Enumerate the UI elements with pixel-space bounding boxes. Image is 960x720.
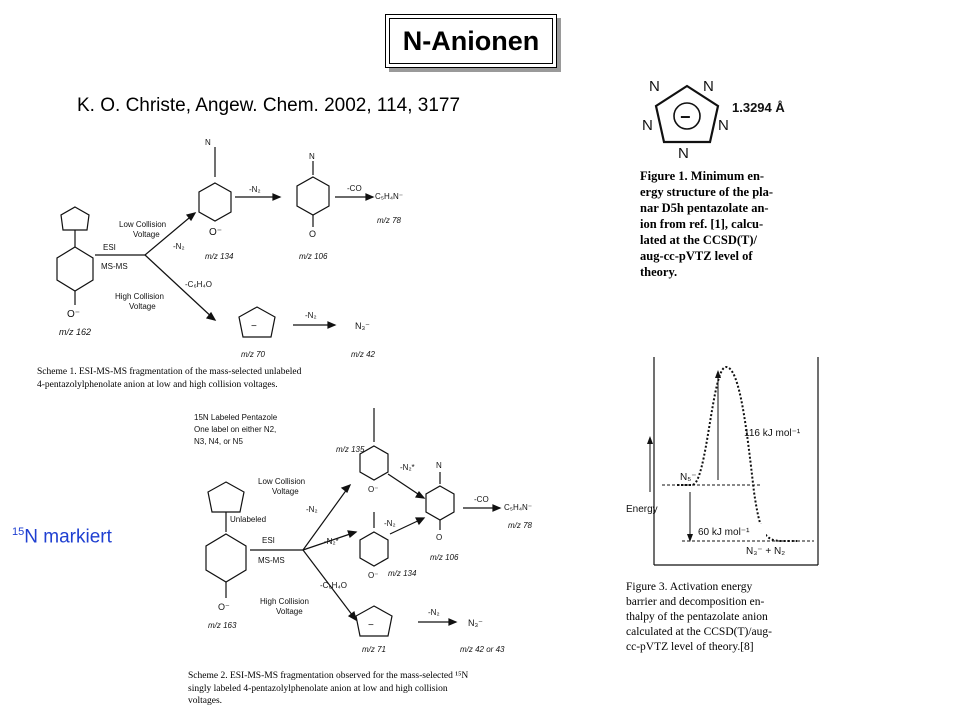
scheme2-label-1: 15N Labeled Pentazole xyxy=(194,413,278,422)
scheme1-oxide-2: O⁻ xyxy=(209,227,223,238)
scheme2-oxide-3: O⁻ xyxy=(368,571,379,580)
scheme2-caption-line1: Scheme 2. ESI-MS-MS fragmentation observed for the mass-selected ¹⁵N xyxy=(188,671,469,681)
figure3-barrier-arrowhead xyxy=(715,370,721,378)
scheme1-oxide: O⁻ xyxy=(67,309,81,320)
figure3-product-label: N₃⁻ + N₂ xyxy=(746,546,786,557)
scheme2-low-1: Low Collision xyxy=(258,477,306,486)
scheme2-oxide: O⁻ xyxy=(218,602,230,612)
figure3-caption-line: Figure 3. Activation energy xyxy=(626,581,753,593)
scheme2-imine-n: N xyxy=(436,461,442,470)
figure1-n-2: N xyxy=(703,78,714,95)
scheme1-caption xyxy=(37,366,437,392)
scheme2-phenyl-ring-3 xyxy=(360,532,388,566)
scheme1-mz70: m/z 70 xyxy=(241,350,266,359)
scheme1-loss-co: -CO xyxy=(347,184,362,193)
scheme2-carbonyl-o: O xyxy=(436,533,443,542)
scheme2-esi: ESI xyxy=(262,536,275,545)
figure3-energy-arrowhead xyxy=(647,436,653,444)
figure3-caption xyxy=(626,580,826,655)
scheme1-arrowhead-3 xyxy=(273,194,280,200)
scheme2-loss-n2-e: -N₂ xyxy=(428,608,440,617)
figure3-energy-curve xyxy=(677,367,797,541)
scheme2-loss-phenol: -C₆H₄O xyxy=(320,581,347,590)
scheme1-loss-n2-c: -N₂ xyxy=(305,311,317,320)
figure3-caption-line: calculated at the CCSD(T)/aug- xyxy=(626,626,772,638)
scheme2-phenyl-ring xyxy=(206,534,246,582)
figure1-caption-line: lated at the CCSD(T)/ xyxy=(640,233,758,247)
figure1-bond-length: 1.3294 Å xyxy=(732,100,785,115)
figure3-reactant-label: N₅⁻ xyxy=(680,472,697,483)
scheme1-pentazolate xyxy=(239,307,275,337)
scheme2-label-2: One label on either N2, xyxy=(194,425,277,434)
scheme1-pentazolate-charge: − xyxy=(251,321,257,332)
scheme2-caption-line3: voltages. xyxy=(188,696,223,706)
scheme2-arrowhead-down xyxy=(349,612,356,620)
figure1-charge: − xyxy=(680,107,691,127)
scheme1-esi: ESI xyxy=(103,243,116,252)
figure1-caption-line: theory. xyxy=(640,265,678,279)
figure3-barrier-label: 116 kJ mol⁻¹ xyxy=(744,428,801,439)
scheme1-mz78: m/z 78 xyxy=(377,216,402,225)
isotope-superscript: 15 xyxy=(12,526,25,538)
scheme2-mz78: m/z 78 xyxy=(508,521,533,530)
scheme2-msms: MS-MS xyxy=(258,556,285,565)
scheme2-arrowhead-up xyxy=(342,485,350,492)
scheme2-high-1: High Collision xyxy=(260,597,309,606)
figure1-n-1: N xyxy=(649,78,660,95)
n15-marked-text: N markiert xyxy=(24,526,112,548)
scheme2-high-2: Voltage xyxy=(276,607,303,616)
scheme1-n3: N₃⁻ xyxy=(355,321,370,331)
figure1-caption-line: ergy structure of the pla- xyxy=(640,185,774,199)
title-box xyxy=(385,14,557,68)
figure3-enthalpy-label: 60 kJ mol⁻¹ xyxy=(698,527,750,538)
scheme2-arrowhead-co xyxy=(493,505,500,511)
scheme1-mz42: m/z 42 xyxy=(351,350,376,359)
scheme2-loss-n2-d: -N₂ xyxy=(384,519,396,528)
scheme1-phenyl-ring-2 xyxy=(199,183,231,221)
scheme2-loss-n2-star: -N₂* xyxy=(324,537,339,546)
figure3-caption-line: cc-pVTZ level of theory.[8] xyxy=(626,641,754,653)
scheme1-pentazole-ring xyxy=(61,207,89,230)
scheme1-product: C₅H₄N⁻ xyxy=(375,192,404,201)
figure3-caption-line: thalpy of the pentazolate anion xyxy=(626,611,768,623)
figure3-energy-diagram xyxy=(622,352,822,577)
scheme2-pentazole-ring xyxy=(208,482,244,512)
figure1-n-4: N xyxy=(718,117,729,134)
figure1-caption xyxy=(640,168,830,280)
scheme1-caption-line2: 4-pentazolylphenolate anion at low and high collision voltages. xyxy=(37,380,278,390)
scheme1-loss-phenol: -C₆H₄O xyxy=(185,280,212,289)
scheme1-caption-line1: Scheme 1. ESI-MS-MS fragmentation of the mass-selected unlabeled xyxy=(37,367,302,377)
scheme2-pentazolate-charge: − xyxy=(368,620,374,631)
scheme1-mz162: m/z 162 xyxy=(59,327,92,337)
scheme1-low-1: Low Collision xyxy=(119,220,167,229)
scheme2-caption xyxy=(188,670,568,708)
scheme2-mz163: m/z 163 xyxy=(208,621,237,630)
scheme2-arrowhead-n2-e xyxy=(449,619,456,625)
scheme1-carbonyl-o: O xyxy=(309,229,317,239)
scheme2-label-3: N3, N4, or N5 xyxy=(194,437,243,446)
scheme1-phenyl-ring xyxy=(57,247,93,291)
scheme2-oxide-2: O⁻ xyxy=(368,485,379,494)
figure3-y-label: Energy xyxy=(626,504,658,515)
scheme2-product: C₅H₄N⁻ xyxy=(504,503,533,512)
scheme2-mz106: m/z 106 xyxy=(430,553,459,562)
scheme1-diagram xyxy=(35,135,435,400)
scheme1-high-1: High Collision xyxy=(115,292,164,301)
scheme2-n3: N₃⁻ xyxy=(468,618,483,628)
scheme1-loss-n2-b: -N₂ xyxy=(249,185,261,194)
scheme1-azide-n: N xyxy=(205,138,211,147)
scheme2-arrowhead-mid xyxy=(348,531,356,537)
figure3-caption-line: barrier and decomposition en- xyxy=(626,596,765,608)
scheme1-low-2: Voltage xyxy=(133,230,160,239)
scheme1-arrowhead-5 xyxy=(328,322,335,328)
scheme2-mz134: m/z 134 xyxy=(388,569,417,578)
figure1-caption-line: aug-cc-pVTZ level of xyxy=(640,249,753,263)
scheme1-mz106: m/z 106 xyxy=(299,252,328,261)
scheme1-msms: MS-MS xyxy=(101,262,128,271)
citation: K. O. Christe, Angew. Chem. 2002, 114, 3177 xyxy=(77,95,461,116)
scheme2-quinone-ring xyxy=(426,486,454,520)
scheme2-low-2: Voltage xyxy=(272,487,299,496)
scheme2-diagram xyxy=(178,400,563,668)
n15-marked-label xyxy=(12,526,112,548)
scheme1-quinone-ring xyxy=(297,177,329,215)
page-title: N-Anionen xyxy=(389,18,553,64)
scheme2-pentazolate xyxy=(356,606,392,636)
scheme2-mz71: m/z 71 xyxy=(362,645,387,654)
scheme2-loss-co: -CO xyxy=(474,495,489,504)
scheme1-mz134: m/z 134 xyxy=(205,252,234,261)
figure1-n-5: N xyxy=(678,145,689,162)
figure1-n-3: N xyxy=(642,117,653,134)
scheme2-caption-line2: singly labeled 4-pentazolylphenolate anion at low and high collision xyxy=(188,683,448,694)
scheme1-loss-n2-a: -N₂ xyxy=(173,242,185,251)
scheme2-loss-n2-star2: -N₂* xyxy=(400,463,415,472)
figure1-caption-line: ion from ref. [1], calcu- xyxy=(640,217,764,231)
scheme1-arrowhead-4 xyxy=(366,194,373,200)
scheme2-loss-n2-a: -N₂ xyxy=(306,505,318,514)
scheme2-arrowhead-134 xyxy=(416,518,424,524)
scheme2-mz135: m/z 135 xyxy=(336,445,365,454)
scheme2-mz42-43: m/z 42 or 43 xyxy=(460,645,505,654)
scheme2-unlabeled: Unlabeled xyxy=(230,515,267,524)
scheme1-high-2: Voltage xyxy=(129,302,156,311)
figure1-caption-line: nar D5h pentazolate an- xyxy=(640,201,769,215)
figure1-pentazolate xyxy=(632,70,822,165)
figure1-caption-line: Figure 1. Minimum en- xyxy=(640,169,765,183)
scheme1-imine-n: N xyxy=(309,152,315,161)
